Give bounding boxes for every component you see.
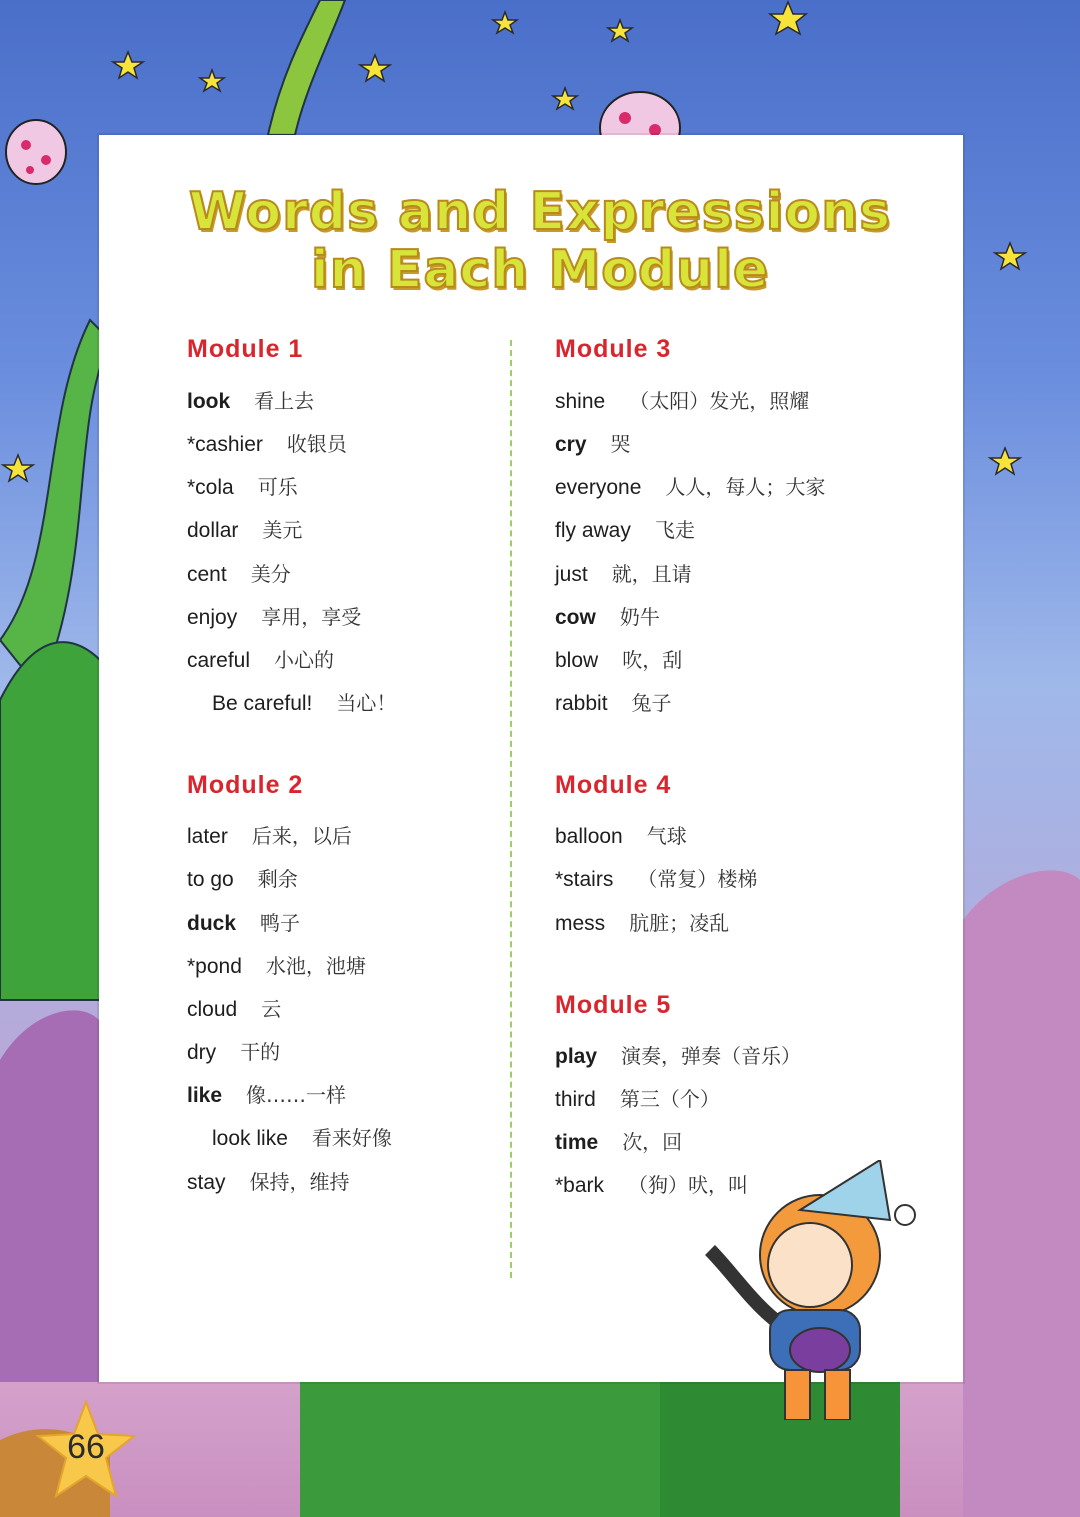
entry-meaning: 哭 bbox=[610, 432, 631, 456]
entry-word: stay bbox=[187, 1171, 226, 1194]
entry-meaning: 吹，刮 bbox=[622, 648, 683, 672]
module-4-heading: Module 4 bbox=[555, 771, 672, 799]
entry-word: to go bbox=[187, 868, 234, 891]
entry-word: cow bbox=[555, 606, 596, 629]
entry-word: cent bbox=[187, 563, 227, 586]
module-5-heading: Module 5 bbox=[555, 991, 672, 1019]
column-divider bbox=[510, 340, 512, 1278]
list-item bbox=[187, 601, 361, 630]
entry-word: like bbox=[187, 1084, 223, 1107]
list-item bbox=[555, 687, 672, 716]
entry-word: careful bbox=[187, 649, 251, 672]
entry-word: time bbox=[555, 1131, 599, 1154]
entry-meaning: 当心！ bbox=[336, 691, 397, 715]
list-item bbox=[187, 471, 298, 500]
module-2-heading: Module 2 bbox=[187, 771, 304, 799]
entry-word: balloon bbox=[555, 825, 623, 848]
entry-meaning: 第三（个） bbox=[619, 1087, 720, 1111]
star-icon bbox=[3, 455, 33, 481]
entry-meaning: 保持，维持 bbox=[249, 1170, 350, 1194]
list-item bbox=[187, 644, 334, 673]
entry-word: Be careful! bbox=[212, 692, 313, 715]
entry-meaning: 干的 bbox=[240, 1040, 281, 1064]
entry-word: *stairs bbox=[555, 868, 614, 891]
entry-meaning: 就，且请 bbox=[611, 562, 692, 586]
entry-meaning: （太阳）发光，照耀 bbox=[629, 389, 810, 413]
star-icon bbox=[553, 88, 577, 109]
entry-word: just bbox=[555, 563, 588, 586]
list-item bbox=[555, 601, 660, 630]
entry-meaning: 看来好像 bbox=[311, 1126, 392, 1150]
list-item bbox=[187, 385, 314, 414]
list-item bbox=[555, 558, 692, 587]
module-1-heading: Module 1 bbox=[187, 335, 304, 363]
entry-word: blow bbox=[555, 649, 599, 672]
entry-meaning: 演奏，弹奏（音乐） bbox=[621, 1044, 802, 1068]
entry-word: look bbox=[187, 390, 231, 413]
entry-meaning: 气球 bbox=[646, 824, 687, 848]
entry-meaning: 像……一样 bbox=[246, 1083, 347, 1107]
entry-meaning: 鸭子 bbox=[260, 911, 301, 935]
star-icon bbox=[200, 70, 224, 91]
entry-word: cloud bbox=[187, 998, 238, 1021]
list-item bbox=[555, 1126, 682, 1155]
entry-word: mess bbox=[555, 912, 606, 935]
entry-word: *cashier bbox=[187, 433, 263, 456]
entry-word: later bbox=[187, 825, 228, 848]
entry-meaning: 后来，以后 bbox=[251, 824, 352, 848]
entry-meaning: 收银员 bbox=[286, 432, 347, 456]
list-item bbox=[187, 907, 300, 936]
list-item bbox=[555, 644, 682, 673]
list-item bbox=[187, 558, 291, 587]
list-item bbox=[212, 1122, 392, 1151]
star-icon bbox=[608, 20, 632, 41]
star-icon bbox=[770, 2, 806, 34]
entry-meaning: 人人，每人；大家 bbox=[665, 475, 826, 499]
list-item bbox=[187, 820, 352, 849]
entry-meaning: 飞走 bbox=[654, 518, 695, 542]
list-item bbox=[187, 950, 366, 979]
entry-meaning: 美分 bbox=[250, 562, 291, 586]
star-icon bbox=[360, 55, 390, 81]
entry-word: rabbit bbox=[555, 692, 608, 715]
list-item bbox=[555, 820, 687, 849]
entry-word: dry bbox=[187, 1041, 217, 1064]
page-title-line-1: Words and Expressions bbox=[188, 182, 892, 242]
list-item bbox=[187, 1036, 280, 1065]
entry-word: enjoy bbox=[187, 606, 238, 629]
entry-meaning: 肮脏；凌乱 bbox=[629, 911, 730, 935]
entry-meaning: 可乐 bbox=[257, 475, 298, 499]
entry-meaning: 美元 bbox=[262, 518, 303, 542]
list-item bbox=[187, 514, 302, 543]
entry-word: fly away bbox=[555, 519, 631, 542]
list-item bbox=[555, 385, 809, 414]
entry-meaning: 次，回 bbox=[622, 1130, 683, 1154]
star-icon bbox=[493, 12, 517, 33]
entry-word: shine bbox=[555, 390, 606, 413]
list-item bbox=[555, 428, 631, 457]
entry-word: duck bbox=[187, 912, 237, 935]
entry-meaning: 水池，池塘 bbox=[265, 954, 366, 978]
entry-meaning: 小心的 bbox=[274, 648, 335, 672]
page-title-line-2: in Each Module bbox=[310, 240, 770, 300]
entry-word: third bbox=[555, 1088, 596, 1111]
entry-word: dollar bbox=[187, 519, 239, 542]
list-item bbox=[187, 863, 298, 892]
entry-meaning: 奶牛 bbox=[619, 605, 660, 629]
list-item bbox=[187, 1166, 350, 1195]
list-item bbox=[187, 1079, 346, 1108]
entry-meaning: （狗）吠，叫 bbox=[628, 1173, 749, 1197]
list-item bbox=[555, 1083, 720, 1112]
entry-word: everyone bbox=[555, 476, 642, 499]
entry-meaning: 云 bbox=[261, 997, 282, 1021]
entry-meaning: 剩余 bbox=[257, 867, 298, 891]
module-3-heading: Module 3 bbox=[555, 335, 672, 363]
entry-word: *bark bbox=[555, 1174, 605, 1197]
list-item bbox=[555, 1040, 801, 1069]
list-item bbox=[555, 863, 757, 892]
entry-word: *cola bbox=[187, 476, 234, 499]
entry-word: play bbox=[555, 1045, 598, 1068]
entry-meaning: （常复）楼梯 bbox=[637, 867, 758, 891]
girl-illustration bbox=[690, 1160, 930, 1420]
entry-word: cry bbox=[555, 433, 587, 456]
entry-meaning: 看上去 bbox=[254, 389, 315, 413]
list-item bbox=[187, 428, 347, 457]
list-item bbox=[555, 471, 825, 500]
entry-word: *pond bbox=[187, 955, 242, 978]
list-item bbox=[555, 907, 729, 936]
page-number: 66 bbox=[67, 1428, 105, 1466]
entry-word: look like bbox=[212, 1127, 288, 1150]
star-icon bbox=[113, 52, 143, 78]
list-item bbox=[212, 687, 396, 716]
entry-meaning: 享用，享受 bbox=[261, 605, 362, 629]
list-item bbox=[555, 514, 695, 543]
star-icon bbox=[990, 448, 1020, 474]
entry-meaning: 兔子 bbox=[631, 691, 672, 715]
list-item bbox=[187, 993, 281, 1022]
